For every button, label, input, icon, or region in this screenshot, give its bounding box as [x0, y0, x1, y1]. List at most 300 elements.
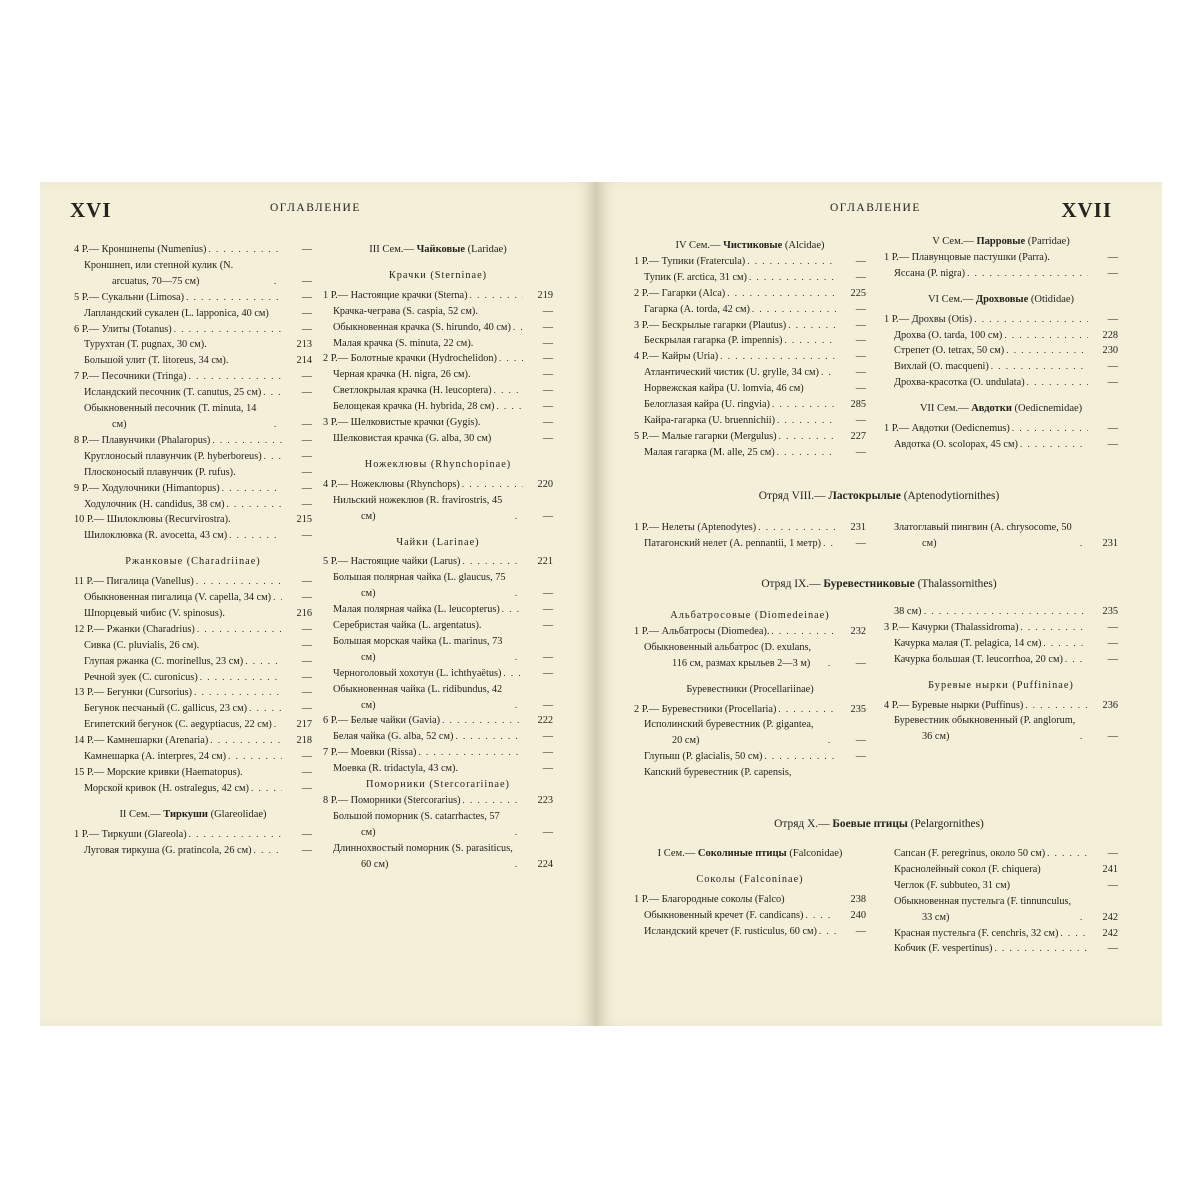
page-ref: — [301, 498, 312, 510]
toc-block-aptenodytes [634, 520, 866, 552]
toc-genus-entry [634, 624, 866, 640]
page-ref: — [855, 271, 866, 283]
section-heading: VII Сем.— Авдотки (Oedicnemidae) [919, 403, 1083, 415]
page-ref: — [542, 588, 553, 600]
page-ref: — [301, 767, 312, 778]
dot-leader [718, 349, 836, 365]
page-ref: — [855, 751, 866, 763]
toc-species-entry [323, 383, 553, 399]
toc-species-entry [634, 413, 866, 429]
dot-leader [1063, 652, 1088, 668]
page-ref: — [855, 537, 866, 549]
dot-leader [501, 666, 523, 682]
toc-species-entry [884, 437, 1118, 453]
toc-genus-entry [634, 318, 866, 334]
entry-text: Шилоклювка (R. avocetta, 43 см) [84, 530, 228, 542]
dot-leader [1078, 536, 1088, 552]
order-heading-x: Отряд X.— Боевые птицы (Pelargornithes) [774, 818, 984, 830]
dot-leader [972, 312, 1088, 328]
toc-genus-entry [634, 349, 866, 365]
section-heading: Ржанковые (Charadriinae) [125, 556, 261, 568]
toc-species-entry [323, 320, 553, 336]
toc-column-left-1 [74, 242, 312, 859]
page-ref: 242 [1102, 911, 1118, 923]
toc-species-entry [634, 924, 866, 940]
toc-species-entry [884, 862, 1118, 878]
dot-leader [261, 385, 282, 401]
running-title: ОГЛАВЛЕНИЕ [830, 202, 921, 214]
page-ref: — [1107, 361, 1118, 373]
entry-text: Исландский кречет (F. rusticulus, 60 см) [644, 925, 817, 937]
toc-species-entry [884, 520, 1118, 552]
entry-text: Вихлай (O. macqueni) [894, 361, 989, 373]
toc-species-entry [323, 634, 553, 666]
dot-leader [187, 369, 282, 385]
book-spread [40, 182, 1162, 1026]
toc-species-entry [323, 729, 553, 745]
entry-text: 1 Р.— Благородные соколы (Falco) [634, 893, 785, 905]
toc-species-entry [74, 401, 312, 433]
page-number: XVI [70, 198, 112, 222]
entry-text: 7 Р.— Моевки (Rissa) [323, 747, 417, 759]
entry-text: Крачка-чеграва (S. caspia, 52 см). [333, 305, 478, 317]
dot-leader [992, 941, 1088, 957]
page-ref: — [855, 735, 866, 747]
dot-leader [775, 445, 836, 461]
entry-text: Бегунок песчаный (C. gallicus, 23 см) [84, 703, 248, 715]
page-ref: — [542, 620, 553, 632]
dot-leader [208, 733, 282, 749]
entry-text: Длиннохвостый поморник (S. parasiticus, 60 см) [333, 842, 516, 870]
toc-genus-entry [634, 286, 866, 302]
page-ref: — [542, 305, 553, 317]
dot-leader [750, 302, 836, 318]
dot-leader [725, 286, 836, 302]
entry-text: 5 Р.— Сукальни (Limosa) [74, 291, 185, 303]
entry-text: Бескрылая гагарка (P. impennis) [644, 335, 783, 347]
entry-text: Гагарка (A. torda, 42 см) [644, 303, 750, 315]
entry-text: 8 Р.— Поморники (Stercorarius) [323, 795, 461, 806]
section-heading: Ножеклювы (Rhynchopinae) [364, 458, 512, 470]
entry-text: Обыкновенная крачка (S. hirundo, 40 см) [333, 321, 511, 333]
entry-text: 5 Р.— Настоящие чайки (Larus) [323, 556, 461, 568]
toc-genus-entry [634, 702, 866, 718]
entry-text: Морской кривок (H. ostralegus, 42 см) [84, 782, 249, 794]
dot-leader [513, 825, 523, 841]
dot-leader [826, 733, 836, 749]
page-ref: — [301, 371, 312, 383]
entry-text: 15 Р.— Морские кривки (Haematopus). [74, 767, 243, 778]
toc-species-entry [323, 336, 553, 352]
dot-leader [198, 670, 282, 686]
entry-text: Атлантический чистик (U. grylle, 34 см) [644, 367, 819, 379]
entry-text: 3 Р.— Шелковистые крачки (Gygis). [323, 417, 481, 429]
toc-species-entry [323, 841, 553, 873]
toc-species-entry [323, 602, 553, 618]
toc-genus-entry [74, 322, 312, 338]
entry-text: Речной зуек (C. curonicus) [84, 671, 198, 683]
dot-leader [775, 413, 836, 429]
entry-text: Буревестник обыкновенный (P. anglorum, 36 см) [894, 715, 1078, 743]
dot-leader [461, 793, 523, 809]
dot-leader [513, 586, 523, 602]
toc-species-entry [74, 638, 312, 654]
page-ref: — [301, 418, 312, 430]
entry-text: Дрохва (O. tarda, 100 см) [894, 329, 1003, 341]
entry-text: 38 см) [894, 606, 922, 617]
page-ref: 213 [296, 339, 312, 351]
page-ref: — [542, 510, 553, 522]
entry-text: Стрепет (O. tetrax, 50 см) [894, 345, 1005, 357]
toc-genus-entry [323, 713, 553, 729]
dot-leader [416, 745, 523, 761]
entry-text: Обыкновенная чайка (L. ridibundus, 42 см) [333, 683, 505, 711]
page-ref: — [1107, 943, 1118, 955]
page-ref: 231 [1102, 537, 1118, 549]
toc-species-entry [74, 465, 312, 481]
entry-text: 4 Р.— Кроншнепы (Numenius) [74, 244, 207, 255]
toc-genus-entry [323, 477, 553, 493]
dot-leader [460, 554, 523, 570]
toc-species-entry [884, 328, 1118, 344]
page-ref: — [301, 687, 312, 699]
page-number: XVII [1061, 198, 1112, 222]
dot-leader [252, 843, 282, 859]
running-title: ОГЛАВЛЕНИЕ [270, 202, 361, 214]
page-ref: — [855, 414, 866, 426]
toc-genus-entry [323, 793, 553, 809]
toc-block-alcidae [634, 238, 866, 461]
dot-leader [272, 717, 282, 733]
dot-leader [272, 417, 282, 433]
page-ref: — [301, 639, 312, 651]
page-ref: 241 [1102, 863, 1118, 875]
entry-text: 6 Р.— Белые чайки (Gavia) [323, 715, 441, 727]
page-ref: — [1107, 637, 1118, 649]
entry-text: Большой улит (T. litoreus, 34 см). [84, 355, 229, 367]
toc-species-entry [74, 385, 312, 401]
entry-text: 4 Р.— Ножеклювы (Rhynchops) [323, 478, 460, 490]
entry-text: Дрохва-красотка (O. undulata) [894, 377, 1025, 389]
toc-genus-entry [74, 290, 312, 306]
dot-leader [1002, 328, 1088, 344]
toc-species-entry [884, 846, 1118, 862]
entry-text: 1 Р.— Тупики (Fratercula) [634, 255, 746, 267]
page-ref: 235 [850, 703, 866, 715]
toc-genus-entry [634, 892, 866, 908]
entry-text: Большая морская чайка (L. marinus, 73 см) [333, 635, 505, 663]
page-ref: — [855, 925, 866, 937]
entry-text: Патагонский нелет (A. pennantii, 1 метр) [644, 537, 822, 549]
entry-text: Камнешарка (A. interpres, 24 см) [84, 751, 227, 763]
toc-species-entry [634, 536, 866, 552]
page-ref: — [542, 826, 553, 838]
entry-text: Кобчик (F. vespertinus) [894, 943, 993, 955]
entry-text: Малая крачка (S. minuta, 22 см). [333, 337, 474, 349]
entry-text: Большая полярная чайка (L. glaucus, 75 см) [333, 572, 509, 600]
entry-text: Красная пустельга (F. cenchris, 32 см) [894, 927, 1059, 939]
toc-species-entry [884, 894, 1118, 926]
entry-text: 2 Р.— Болотные крачки (Hydrochelidon) [323, 353, 497, 365]
entry-text: Яссана (P. nigra) [894, 267, 966, 279]
dot-leader [440, 713, 523, 729]
page-ref: — [1107, 423, 1118, 435]
page-ref: 215 [296, 514, 312, 526]
order-heading-viii: Отряд VIII.— Ластокрылые (Aptenodytiornithes) [758, 490, 1000, 502]
page-ref: — [542, 747, 553, 759]
toc-species-entry [323, 809, 553, 841]
toc-species-entry [74, 781, 312, 797]
toc-genus-entry [74, 685, 312, 701]
page-ref: 219 [537, 289, 553, 301]
dot-leader [195, 622, 282, 638]
entry-text: 4 Р.— Буревые нырки (Puffinus) [884, 699, 1024, 711]
entry-text: 12 Р.— Ржанки (Charadrius) [74, 623, 195, 635]
toc-species-entry [884, 343, 1118, 359]
page-ref: — [301, 844, 312, 856]
page-ref: — [301, 576, 312, 588]
page-ref: — [855, 319, 866, 331]
page-ref: — [301, 828, 312, 840]
page-ref: 242 [1102, 927, 1118, 939]
page-ref: 236 [1102, 699, 1118, 711]
entry-text: Плосконосый плавунчик (P. rufus). [84, 466, 236, 478]
dot-leader [1018, 437, 1088, 453]
page-ref: 227 [850, 430, 866, 442]
toc-species-entry [323, 666, 553, 682]
page-ref: — [542, 337, 553, 349]
section-heading: Альбатросовые (Diomedeinae) [670, 610, 830, 621]
entry-text: 3 Р.— Бескрылые гагарки (Plautus) [634, 319, 787, 331]
page-ref: — [1107, 377, 1118, 389]
dot-leader [777, 429, 836, 445]
page-ref: — [855, 303, 866, 315]
page-ref: — [301, 291, 312, 303]
dot-leader [513, 509, 523, 525]
entry-text: Луговая тиркуша (G. pratincola, 26 см) [84, 844, 252, 856]
toc-species-entry [634, 749, 866, 765]
dot-leader [1010, 421, 1088, 437]
section-heading: III Сем.— Чайковые (Laridae) [369, 244, 507, 255]
entry-text: 5 Р.— Малые гагарки (Mergulus) [634, 430, 777, 442]
page-ref: — [301, 434, 312, 446]
page-ref: — [855, 351, 866, 363]
page-ref: — [542, 353, 553, 365]
toc-species-entry [884, 375, 1118, 391]
entry-text: Норвежская кайра (U. lomvia, 46 см) [644, 383, 804, 395]
entry-text: Обыкновенная пигалица (V. capella, 34 см) [84, 592, 272, 604]
toc-genus-entry [74, 242, 312, 258]
dot-leader [747, 270, 836, 286]
page-ref: — [542, 321, 553, 333]
page-ref: 231 [850, 522, 866, 533]
entry-text: Белая чайка (G. alba, 52 см) [333, 731, 454, 743]
dot-leader [227, 528, 282, 544]
toc-species-entry [634, 640, 866, 672]
toc-species-entry [74, 449, 312, 465]
toc-species-entry [634, 333, 866, 349]
entry-text: Ходулочник (H. candidus, 38 см) [84, 498, 225, 510]
toc-species-entry [74, 528, 312, 544]
page-ref: — [1107, 438, 1118, 450]
toc-species-entry [323, 570, 553, 602]
left-page [40, 182, 596, 1026]
entry-text: Моевка (R. tridactyla, 43 см). [333, 763, 459, 775]
page-ref: 240 [850, 909, 866, 921]
page-ref: — [301, 655, 312, 667]
toc-species-entry [323, 431, 553, 447]
page-ref: — [542, 369, 553, 381]
dot-leader [192, 685, 282, 701]
dot-leader [226, 749, 282, 765]
toc-column-left-2 [323, 242, 553, 873]
toc-species-entry [323, 493, 553, 525]
entry-text: Турухтан (T. pugnax, 30 см). [84, 339, 207, 351]
page-ref: — [542, 731, 553, 743]
page-ref: — [855, 383, 866, 395]
entry-text: Качурка малая (T. pelagica, 14 см) [894, 637, 1042, 649]
entry-text: Тупик (F. arctica, 31 см) [644, 271, 747, 283]
toc-species-entry [74, 654, 312, 670]
page-ref: — [542, 417, 553, 429]
dot-leader [770, 397, 836, 413]
toc-block-falcons-cont [884, 846, 1118, 957]
toc-species-entry [634, 397, 866, 413]
page-ref: — [855, 335, 866, 347]
dot-leader [243, 654, 282, 670]
toc-species-entry [634, 908, 866, 924]
dot-leader [1078, 729, 1088, 745]
toc-species-entry [323, 367, 553, 383]
page-ref: — [301, 751, 312, 763]
order-heading-ix: Отряд IX.— Буревестниковые (Thalassornithes) [761, 578, 997, 590]
page-ref: — [1107, 267, 1118, 279]
section-heading: Буревестники (Procellariinae) [686, 683, 814, 695]
toc-genus-entry [74, 574, 312, 590]
page-ref: — [1107, 313, 1118, 325]
entry-text: 10 Р.— Шилоклювы (Recurvirostra). [74, 514, 231, 526]
page-ref: — [1107, 621, 1118, 633]
dot-leader [513, 650, 523, 666]
entry-text: Круглоносый плавунчик (P. hyberboreus) [84, 450, 262, 462]
toc-species-entry [74, 717, 312, 733]
entry-text: Исландский песочник (T. canutus, 25 см) [84, 387, 262, 399]
entry-text: Авдотка (O. scolopax, 45 см) [894, 438, 1018, 450]
dot-leader [1041, 636, 1088, 652]
toc-genus-entry [884, 250, 1118, 266]
section-heading: IV Сем.— Чистиковые (Alcidae) [675, 240, 825, 251]
dot-leader [1004, 343, 1088, 359]
dot-leader [225, 497, 282, 513]
entry-text: 1 Р.— Нелеты (Aptenodytes) [634, 522, 757, 533]
right-page [596, 182, 1162, 1026]
toc-genus-entry [74, 827, 312, 843]
toc-genus-entry [323, 554, 553, 570]
dot-leader [776, 702, 836, 718]
page-ref: 218 [296, 735, 312, 747]
toc-block-storm-petrels [884, 604, 1118, 745]
toc-species-entry [634, 365, 866, 381]
entry-text: Обыкновенная пустельга (F. tinnunculus, 33 см) [894, 895, 1074, 923]
dot-leader [220, 481, 282, 497]
page-ref: — [855, 367, 866, 379]
dot-leader [965, 266, 1088, 282]
entry-text: Белоглазая кайра (U. ringvia) [644, 399, 770, 411]
section-heading: Чайки (Larinae) [396, 536, 480, 548]
toc-species-entry [884, 652, 1118, 668]
entry-text: Черноголовый хохотун (L. ichthyaëtus) [333, 667, 502, 679]
entry-text: Златоглавый пингвин (A. chrysocome, 50 см) [894, 522, 1075, 549]
page-ref: — [542, 651, 553, 663]
dot-leader [511, 320, 523, 336]
entry-text: 1 Р.— Настоящие крачки (Sterna) [323, 289, 468, 301]
dot-leader [513, 857, 523, 873]
entry-text: Капский буревестник (P. capensis, [644, 767, 792, 779]
page-ref: — [301, 307, 312, 319]
dot-leader [206, 242, 282, 258]
entry-text: 1 Р.— Альбатросы (Diomedea). [634, 625, 770, 637]
section-heading: I Сем.— Соколиные птицы (Falconidae) [657, 848, 843, 859]
entry-text: Качурка большая (T. leucorrhoa, 20 см) [894, 653, 1063, 665]
toc-species-entry [634, 717, 866, 749]
toc-genus-entry [634, 254, 866, 270]
toc-species-entry [323, 682, 553, 714]
entry-text: Краснолейный сокол (F. chiquera) [894, 863, 1041, 875]
page-ref: — [301, 387, 312, 399]
dot-leader [819, 365, 836, 381]
entry-text: Шпорцевый чибис (V. spinosus). [84, 607, 225, 619]
dot-leader [803, 908, 836, 924]
entry-text: 2 Р.— Буревестники (Procellaria) [634, 703, 777, 715]
toc-species-entry [634, 270, 866, 286]
dot-leader [271, 590, 282, 606]
toc-genus-entry [634, 429, 866, 445]
dot-leader [494, 399, 523, 415]
dot-leader [756, 520, 836, 536]
dot-leader [989, 359, 1088, 375]
entry-text: 1 Р.— Тиркуши (Glareola) [74, 828, 187, 840]
entry-text: Глупыш (P. glacialis, 50 см) [644, 751, 763, 763]
page-ref: 228 [1102, 329, 1118, 341]
dot-leader [1025, 375, 1088, 391]
entry-text: 1 Р.— Дрохвы (Otis) [884, 313, 973, 325]
page-ref: 217 [296, 719, 312, 731]
entry-text: Сивка (C. pluvialis, 26 см). [84, 639, 200, 651]
toc-species-entry [74, 497, 312, 513]
section-heading: Соколы (Falconinae) [696, 873, 804, 885]
dot-leader [492, 383, 523, 399]
dot-leader [272, 274, 282, 290]
page-ref: 221 [537, 556, 553, 568]
toc-species-entry [74, 258, 312, 290]
toc-block-falcons [634, 846, 866, 940]
entry-text: Кроншнеп, или степной кулик (N. arcuatus, 70—75 см) [84, 259, 236, 287]
page-ref: 220 [537, 478, 553, 490]
toc-species-entry [323, 399, 553, 415]
dot-leader [1023, 698, 1088, 714]
dot-leader [782, 333, 836, 349]
page-ref: — [855, 255, 866, 267]
entry-text: 6 Р.— Улиты (Totanus) [74, 323, 172, 335]
entry-text: 4 Р.— Кайры (Uria) [634, 351, 719, 363]
toc-species-entry [74, 590, 312, 606]
page-ref: 225 [850, 287, 866, 299]
dot-leader [187, 827, 282, 843]
toc-genus-entry [74, 481, 312, 497]
page-ref: — [1107, 848, 1118, 859]
toc-species-entry [74, 843, 312, 859]
toc-genus-entry [74, 765, 312, 781]
